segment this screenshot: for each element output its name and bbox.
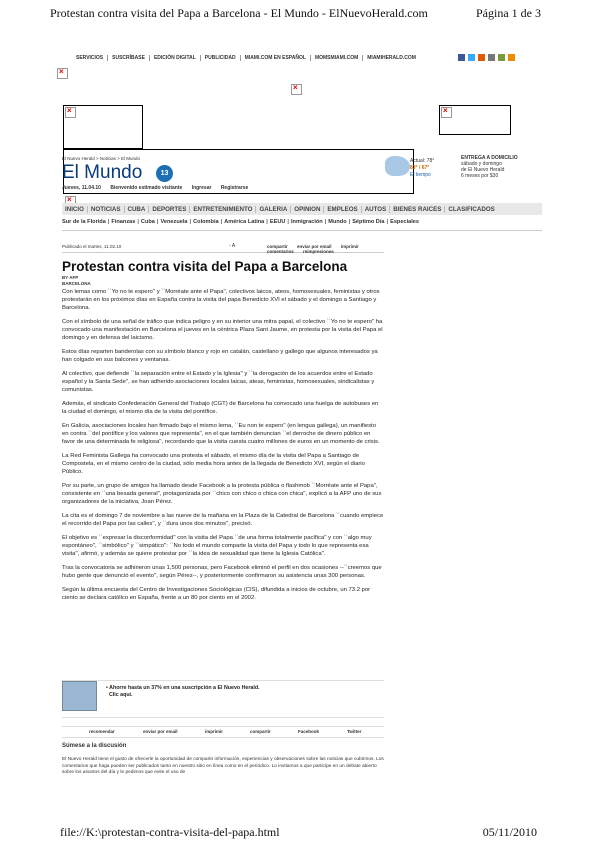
welcome-text: Bienvenido estimado visitante [110, 185, 183, 191]
register-link[interactable]: Registrarse [220, 185, 249, 191]
email-link[interactable]: enviar por email [297, 244, 332, 249]
promo-title: ENTREGA A DOMICILIO [461, 155, 518, 161]
reprints-link[interactable]: reimpresiones [303, 249, 334, 254]
article-headline: Protestan contra visita del Papa a Barcelona [62, 259, 348, 274]
subnav-venezuela[interactable]: Venezuela [160, 219, 188, 225]
broken-image-icon [441, 107, 452, 118]
text-size-icon[interactable]: ▫ A [229, 243, 236, 249]
recommend-link[interactable]: recomendar [89, 729, 115, 734]
nav-edicion-digital[interactable]: EDICIÓN DIGITAL [150, 55, 201, 61]
tab-bienes-raices[interactable]: BIENES RAICES [390, 206, 445, 213]
discussion-body: El Nuevo Herald tiene el gusto de ofrecerle la oportunidad de compartir información, experiencias y observaciones sobre las noticias que cubrimos. Los comentarios que haga pueden ser publicados tanto en nuestro sitio en línea como en el periódico. Lo invitamos a que participe en un debate abierto sobre los asuntos del día y le pedimos que evite el uso de [62, 757, 384, 775]
promo-line: 6 meses por $30 [461, 173, 499, 179]
article-paragraph: Con lemas como ``Yo no te espero'' y ``Morréate ante el Papa'', colectivos laicos, ateos, homosexuales, feministas y otros protestarán en los próximos días en España contra la visita del papa Benedicto XVI el sábado y el domingo a Santiago y Barcelona. [62, 289, 380, 311]
facebook-link[interactable]: Facebook [298, 729, 320, 734]
print-page-number: Página 1 de 3 [476, 6, 541, 20]
tab-entretenimiento[interactable]: ENTRETENIMIENTO [190, 206, 256, 213]
twitter-link[interactable]: Twitter [347, 729, 362, 734]
newspaper-thumbnail[interactable] [62, 681, 97, 711]
nav-miamiherald[interactable]: MIAMIHERALD.COM [367, 55, 416, 61]
tab-deportes[interactable]: DEPORTES [149, 206, 190, 213]
comments-link[interactable]: comentarios [267, 249, 294, 254]
nav-miami-espanol[interactable]: MIAMI.COM EN ESPAÑOL [241, 55, 311, 61]
promo-line: sábado y domingo [461, 161, 502, 167]
login-link[interactable]: Ingresar [191, 185, 212, 191]
social-icons [458, 54, 515, 61]
divider [62, 230, 542, 231]
tab-empleos[interactable]: EMPLEOS [324, 206, 361, 213]
masthead-subline [62, 185, 256, 191]
subnav-especiales[interactable]: Especiales [390, 219, 420, 225]
tool-links [267, 244, 384, 254]
share-link[interactable]: compartir [267, 244, 288, 249]
article-paragraph: La cita es el domingo 7 de noviembre a las nueve de la mañana en la Plaza de la Catedral de Barcelona ``cuando empiece el recorrido del Papa por las calles'', y ``dura unos dos minutos'', precisó. [62, 513, 384, 527]
tab-noticias[interactable]: NOTICIAS [88, 206, 125, 213]
subnav-america-latina[interactable]: América Latina [224, 219, 265, 225]
subnav-colombia[interactable]: Colombia [193, 219, 219, 225]
weather-temps: 83° / 67° [410, 165, 430, 171]
mobile-icon[interactable] [478, 54, 485, 61]
article-paragraph: Tras la convocatoria se adhirieron unas 1,500 personas, pero Facebook eliminó el perfil en dos ocasiones --``creemos que hubo gente que denunció el evento'', según Pérez--, y posteriormente confirmaron su asistencia unas 300 personas. [62, 565, 382, 579]
byline-location: BARCELONA [62, 281, 91, 286]
tab-opinion[interactable]: OPINION [291, 206, 324, 213]
email-link[interactable]: enviar por email [143, 729, 178, 734]
article-paragraph: En Galicia, asociaciones locales han firmado bajo el mismo lema, ``Eu non te espero'' (en lengua gallega), un manifiesto en contra ``del pontífice y los valores que representa'', en el que también denuncian ``el derroche de dinero público en favor de una determinada fe religiosa'', recordando que la visita cuesta cuatro millones de euros en un momento de crisis. [62, 423, 380, 445]
weather-map-icon[interactable] [385, 156, 410, 176]
share-bar [62, 726, 384, 738]
article-paragraph: El objetivo es ``expresar la disconformidad'' con la visita del Papa ``de una forma totalmente pacífica'' y con ``algo muy espontáneo'', ``simbólico'' y ``simpático'': ``No todo el mundo comparte la visita del Papa y todo lo que representa esa visita'', afirmó, y además se quiere protestar por ``la idea de sexualidad que tiene la Iglesia Católica''. [62, 535, 372, 557]
article-paragraph: Según la última encuesta del Centro de Investigaciones Sociológicas (CIS), difundida a inicios de octubre, un 73.2 por ciento se declara católico en España, frente a un 80 por ciento en el 2002. [62, 587, 371, 601]
subscription-text[interactable]: • Ahorre hasta un 37% en una suscripción a El Nuevo Herald. Clic aquí. [106, 685, 260, 698]
subscription-promo [62, 680, 384, 718]
article-tools [62, 243, 384, 253]
subnav-sur-florida[interactable]: Sur de la Florida [62, 219, 106, 225]
tab-galeria[interactable]: GALERIA [256, 206, 291, 213]
home-delivery-promo[interactable] [461, 155, 518, 179]
rss-icon[interactable] [508, 54, 515, 61]
logo-badge: 13 [156, 165, 173, 182]
breadcrumb: El Nuevo Herald > Noticias > El Mundo [62, 156, 141, 161]
subscription-offer[interactable]: Ahorre hasta un 37% en una suscripción a El Nuevo Herald. [109, 685, 260, 691]
current-date: Jueves, 11.04.10 [62, 185, 101, 191]
broken-image-icon [291, 84, 302, 95]
top-utility-nav [72, 55, 420, 61]
nav-momsmiami[interactable]: MOMSMIAMI.COM [311, 55, 363, 61]
share-link[interactable]: compartir [250, 729, 271, 734]
nav-publicidad[interactable]: PUBLICIDAD [201, 55, 241, 61]
file-path: file://K:\protestan-contra-visita-del-papa.html [60, 825, 280, 839]
tab-cuba[interactable]: CUBA [125, 206, 150, 213]
published-date: Publicado el martes, 11.02.10 [62, 244, 122, 249]
article-body [62, 288, 384, 608]
article-paragraph: Con el símbolo de una señal de tráfico que indica peligro y en su interior una mitra papal, el colectivo ``Yo no te espero'' ha convocado una manifestación en Barcelona el jueves en la céntrica Plaza Sant Jaume, en protesta por la visita del Papa el domingo y en defensa del laicismo. [62, 319, 383, 341]
print-header [50, 6, 545, 20]
promo-line: de El Nuevo Herald [461, 167, 505, 173]
print-link[interactable]: imprimir [205, 729, 224, 734]
subnav-eeuu[interactable]: EEUU [269, 219, 286, 225]
article-paragraph: Estos días reparten banderolas con su símbolo blanco y rojo en catalán, castellano y gallego que algunos interesados ya han colgado en sus balcones y ventanas. [62, 349, 378, 363]
article-paragraph: Por su parte, un grupo de amigos ha llamado desde Facebook a la protesta pública o flashmob ``Morréate ante el Papa'', consistente en ``una besada general'', protagonizada por ``chico con chico o chica con chica'', explicó a la AFP uno de sus organizadores de la iniciativa, Joan Pérez. [62, 483, 382, 505]
article-byline [62, 275, 91, 287]
subnav-inmigracion[interactable]: Inmigración [291, 219, 323, 225]
broken-image-icon [65, 107, 76, 118]
print-title: Protestan contra visita del Papa a Barcelona - El Mundo - ElNuevoHerald.com [50, 6, 428, 20]
twitter-icon[interactable] [468, 54, 475, 61]
tab-clasificados[interactable]: CLASIFICADOS [448, 205, 495, 213]
byline-author: BY AFP [62, 275, 79, 280]
subnav-mundo[interactable]: Mundo [328, 219, 347, 225]
subnav-septimo-dia[interactable]: Séptimo Día [352, 219, 385, 225]
sub-nav: Sur de la Florida | Finanzas | Cuba | Venezuela | Colombia | América Latina | EEUU | Inmigración | Mundo | Séptimo Día | Especiales [62, 219, 420, 225]
share-icon[interactable] [488, 54, 495, 61]
print-date: 05/11/2010 [482, 825, 537, 839]
weather-link[interactable]: El tiempo [410, 172, 431, 178]
broken-image-icon [57, 68, 68, 79]
subscription-click[interactable]: Clic aquí. [108, 692, 133, 698]
subnav-finanzas[interactable]: Finanzas [111, 219, 136, 225]
article-paragraph: La Red Feminista Gallega ha convocado una protesta el sábado, el mismo día de la visita del Papa a Santiago de Compostela, en el mismo centro de la ciudad, sólo media hora antes de la llegada de Benedicto XVI, según el diario Público. [62, 453, 365, 475]
print-footer [50, 825, 545, 839]
subnav-cuba[interactable]: Cuba [140, 219, 155, 225]
tab-autos[interactable]: AUTOS [362, 206, 391, 213]
article-paragraph: Además, el sindicato Confederación General del Trabajo (CGT) de Barcelona ha convocado una huelga de autobuses en la ciudad el domingo, el mismo día de la visita del pontífice. [62, 401, 379, 415]
main-nav [62, 203, 542, 215]
discussion-title: Súmese a la discusión [62, 743, 127, 749]
facebook-icon[interactable] [458, 54, 465, 61]
nav-suscribase[interactable]: SUSCRÍBASE [108, 55, 150, 61]
article-paragraph: Al colectivo, que defiende ``la separación entre el Estado y la Iglesia'' y ``la derogación de los acuerdos entre el Estado español y la Santa Sede'', se han adherido asociaciones locales laicas, ateas, feministas, homosexuales, sindicalistas y comunistas. [62, 371, 375, 393]
section-logo[interactable]: El Mundo [62, 162, 143, 183]
print-link[interactable]: imprimir [340, 244, 359, 249]
nav-servicios[interactable]: SERVICIOS [72, 55, 108, 61]
link-icon[interactable] [498, 54, 505, 61]
tab-inicio[interactable]: INICIO [62, 206, 88, 213]
weather-widget [410, 158, 434, 179]
weather-current: Actual: 78° [410, 158, 435, 164]
